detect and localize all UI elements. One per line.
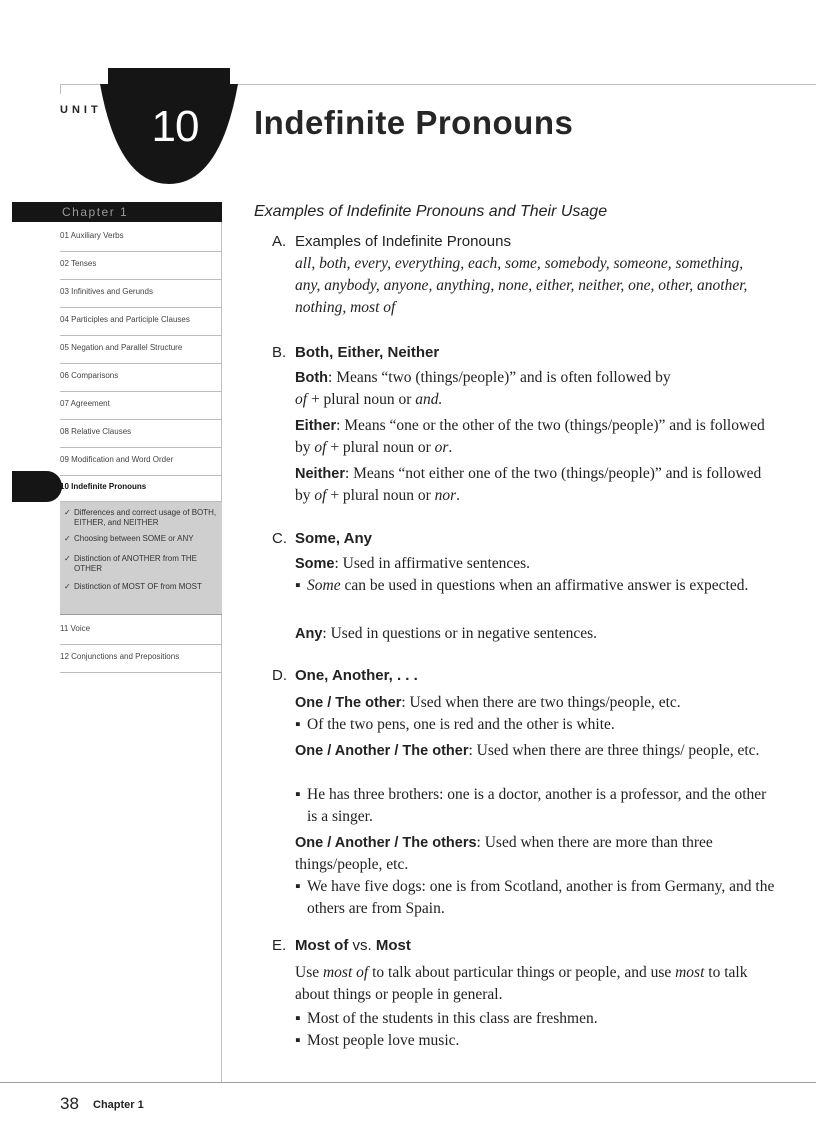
sidebar-item-label: 12 Conjunctions and Prepositions <box>60 652 180 661</box>
bullet-icon: ▪ <box>295 1032 301 1049</box>
sidebar-subtopics <box>60 502 222 615</box>
subtopic-label: Distinction of ANOTHER from THE OTHER <box>74 554 197 573</box>
chapter-bar <box>12 202 222 222</box>
one-another-the-others <box>295 832 765 876</box>
subtopic-another-the-other[interactable] <box>64 554 222 574</box>
page-number: 38 <box>60 1094 79 1113</box>
either-definition <box>295 415 765 459</box>
term-both: Both <box>295 370 329 386</box>
term-neither: Neither <box>295 466 345 482</box>
sidebar-item-conjunctions[interactable] <box>60 645 222 673</box>
sidebar-item-label: 06 Comparisons <box>60 371 119 380</box>
p2-bullet-text: He has three brothers: one is a doctor, another is a professor, and the other is a singer. <box>307 786 767 825</box>
active-chapter-tab <box>12 471 62 502</box>
period: . <box>456 487 461 504</box>
page-title: Indefinite Pronouns <box>254 104 574 141</box>
most-of-explanation <box>295 962 765 1006</box>
check-icon: ✓ <box>64 554 71 563</box>
header-rule-tick <box>60 84 61 94</box>
neither-end: nor <box>434 487 457 504</box>
term-one-another-the-others: One / Another / The others <box>295 835 477 851</box>
sidebar-item-label: 11 Voice <box>60 624 91 633</box>
neither-of: of <box>314 487 327 504</box>
bullet-icon: ▪ <box>295 1010 301 1027</box>
subtopic-both-either-neither[interactable] <box>64 508 222 528</box>
footer-rule <box>0 1082 816 1083</box>
either-text2: + plural noun or <box>326 439 435 456</box>
sidebar-item-label: 02 Tenses <box>60 259 97 268</box>
section-a-letter: A. <box>272 233 287 250</box>
bullet-icon: ▪ <box>295 786 301 803</box>
either-text: : Means “one or the other of the two (things/people)” and is followed by <box>295 417 765 456</box>
sidebar-item-participles[interactable] <box>60 308 222 336</box>
sidebar-item-negation[interactable] <box>60 336 222 364</box>
term-some: Some <box>295 556 335 572</box>
e-bullet-1 <box>295 1008 777 1030</box>
some-definition <box>295 553 765 575</box>
period: . <box>448 439 453 456</box>
sidebar-item-label: 04 Participles and Participle Clauses <box>60 315 190 324</box>
check-icon: ✓ <box>64 534 71 543</box>
sidebar-item-label: 08 Relative Clauses <box>60 427 132 436</box>
sidebar-item-label: 09 Modification and Word Order <box>60 455 174 464</box>
section-e-title <box>295 937 411 954</box>
sidebar-item-voice[interactable] <box>60 617 222 645</box>
footer-chapter: Chapter 1 <box>93 1099 144 1111</box>
sidebar-item-relative-clauses[interactable] <box>60 420 222 448</box>
e-text-c: to talk about things or people in general. <box>295 964 748 1003</box>
p3-bullet-text: We have five dogs: one is from Scotland, another is from Germany, and the others are from Spain. <box>307 878 775 917</box>
some-bullet-text: can be used in questions when an affirmative answer is expected. <box>340 577 749 594</box>
both-text2: + plural noun or <box>307 391 416 408</box>
sidebar-item-modification[interactable] <box>60 448 222 476</box>
either-of: of <box>314 439 327 456</box>
subtopic-most-of-most[interactable] <box>64 582 222 592</box>
e-em-most-of: most of <box>322 964 369 981</box>
either-end: or <box>434 439 449 456</box>
sidebar-item-label: 07 Agreement <box>60 399 110 408</box>
check-icon: ✓ <box>64 582 71 591</box>
check-icon: ✓ <box>64 508 71 517</box>
section-heading: Examples of Indefinite Pronouns and Their Usage <box>254 203 608 220</box>
sidebar-item-label: 03 Infinitives and Gerunds <box>60 287 153 296</box>
sidebar-item-agreement[interactable] <box>60 392 222 420</box>
both-of: of <box>295 391 308 408</box>
neither-definition <box>295 463 765 507</box>
title-most: Most <box>375 937 411 954</box>
some-bullet <box>295 575 777 597</box>
section-a-text <box>295 253 765 319</box>
e-bullet-2-text: Most people love music. <box>307 1032 460 1049</box>
section-c-title: Some, Any <box>295 530 372 547</box>
any-text: : Used in questions or in negative sentences. <box>322 625 598 642</box>
sidebar-item-infinitives[interactable] <box>60 280 222 308</box>
subtopic-some-any[interactable] <box>64 534 222 544</box>
section-d-letter: D. <box>272 667 287 684</box>
p1-bullet <box>295 714 777 736</box>
sidebar-item-comparisons[interactable] <box>60 364 222 392</box>
unit-number: 10 <box>151 102 199 151</box>
e-em-most: most <box>675 964 705 981</box>
e-text-b: to talk about particular things or people, and use <box>368 964 676 981</box>
one-another-the-other <box>295 740 765 762</box>
both-text: : Means “two (things/people)” and is often followed by <box>328 369 671 386</box>
subtopic-label: Differences and correct usage of BOTH, EITHER, and NEITHER <box>74 508 217 527</box>
chapter-bar-label: Chapter 1 <box>62 205 129 219</box>
pronoun-list: all, both, every, everything, each, some, somebody, someone, something, any, anybody, anyone, anything, none, either, neither, one, other, another, nothing, most of <box>295 255 748 316</box>
term-one-the-other: One / The other <box>295 695 402 711</box>
section-e-letter: E. <box>272 937 287 954</box>
p2-text: : Used when there are three things/ people, etc. <box>468 742 760 759</box>
subtopic-label: Distinction of MOST OF from MOST <box>74 582 202 591</box>
any-definition <box>295 623 765 645</box>
sidebar-item-tenses[interactable] <box>60 252 222 280</box>
p2-bullet <box>295 784 777 828</box>
some-text: : Used in affirmative sentences. <box>334 555 531 572</box>
section-c-letter: C. <box>272 530 287 547</box>
p1-text: : Used when there are two things/people, etc. <box>401 694 681 711</box>
some-em: Some <box>307 577 341 594</box>
term-either: Either <box>295 418 337 434</box>
one-the-other <box>295 692 765 714</box>
section-b-letter: B. <box>272 344 287 361</box>
sidebar-item-label: 01 Auxiliary Verbs <box>60 231 124 240</box>
section-b-title: Both, Either, Neither <box>295 344 440 361</box>
p3-bullet <box>295 876 777 920</box>
sidebar-item-auxiliary-verbs[interactable] <box>60 224 222 252</box>
neither-text: : Means “not either one of the two (things/people)” and is followed by <box>295 465 762 504</box>
p1-bullet-text: Of the two pens, one is red and the other is white. <box>307 716 615 733</box>
sidebar-item-label: 10 Indefinite Pronouns <box>60 482 147 491</box>
bullet-icon: ▪ <box>295 716 301 733</box>
term-one-another-the-other: One / Another / The other <box>295 743 469 759</box>
sidebar-item-label: 05 Negation and Parallel Structure <box>60 343 183 352</box>
both-end: and. <box>415 391 443 408</box>
section-a-title: Examples of Indefinite Pronouns <box>295 233 511 250</box>
term-any: Any <box>295 626 323 642</box>
subtopic-label: Choosing between SOME or ANY <box>74 534 194 543</box>
p3-text: : Used when there are more than three things/people, etc. <box>295 834 713 873</box>
e-bullet-2 <box>295 1030 777 1052</box>
title-most-of: Most of <box>295 937 349 954</box>
bullet-icon: ▪ <box>295 577 301 594</box>
unit-label: UNIT <box>60 104 102 116</box>
neither-text2: + plural noun or <box>326 487 435 504</box>
both-definition <box>295 367 765 411</box>
section-d-title: One, Another, . . . <box>295 667 418 684</box>
bullet-icon: ▪ <box>295 878 301 895</box>
e-bullet-1-text: Most of the students in this class are freshmen. <box>307 1010 598 1027</box>
e-text-a: Use <box>295 964 323 981</box>
title-vs: vs. <box>348 937 376 954</box>
sidebar-item-indefinite-pronouns[interactable] <box>60 474 222 502</box>
